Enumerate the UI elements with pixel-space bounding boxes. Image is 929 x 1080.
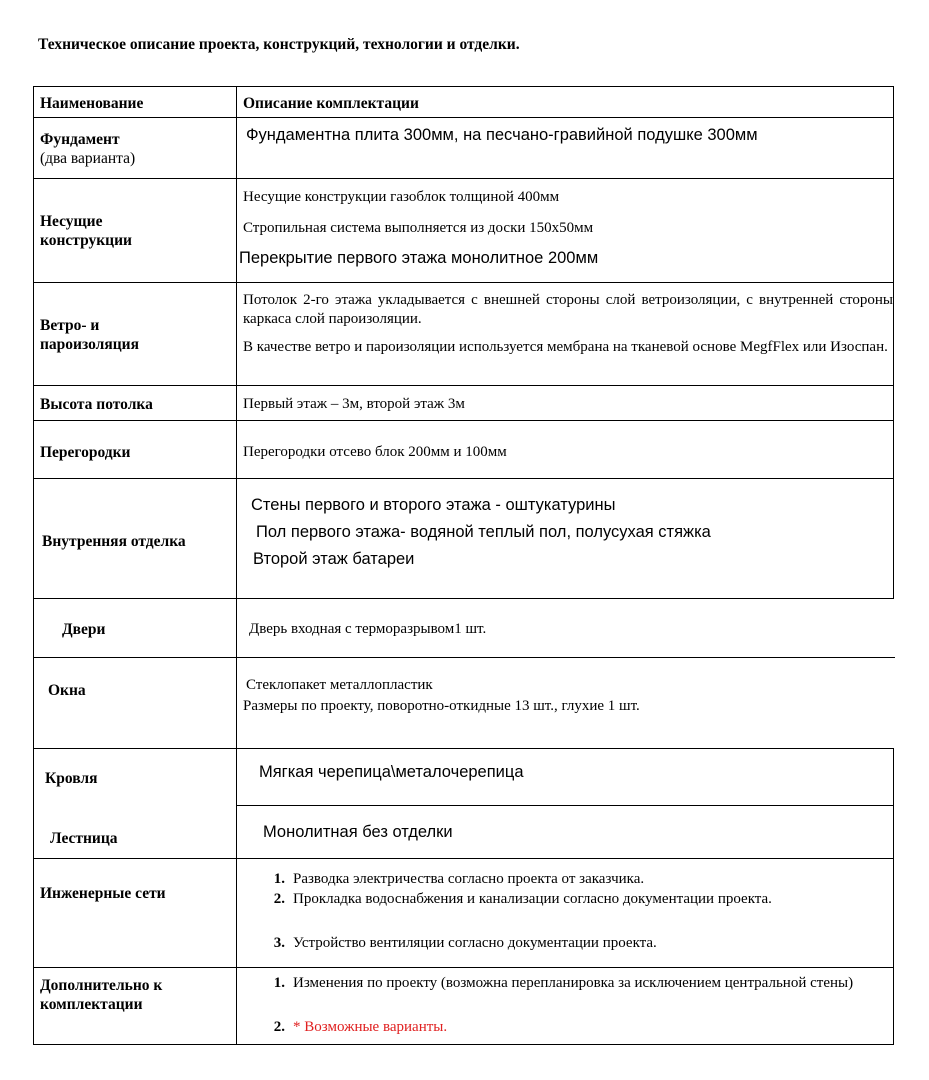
doors-text: Дверь входная с терморазрывом1 шт.	[249, 621, 487, 637]
row-label-bearing: Несущие конструкции	[40, 213, 132, 249]
row-label-insulation: Ветро- и пароизоляция	[40, 317, 139, 353]
list-item: 2. Прокладка водоснабжения и канализации согласно документации проекта.	[273, 891, 772, 907]
list-item: 1. Изменения по проекту (возможна перепланировка за исключением центральной стены)	[273, 975, 854, 991]
table-column-divider	[236, 86, 237, 1045]
stairs-text: Монолитная без отделки	[263, 823, 453, 841]
list-item: 3. Устройство вентиляции согласно документации проекта.	[273, 935, 657, 951]
row-divider	[33, 598, 894, 599]
row-divider	[33, 748, 894, 749]
windows-line-1: Стеклопакет металлопластик	[246, 677, 433, 693]
row-label-partitions: Перегородки	[40, 444, 131, 461]
table-border-right-top	[893, 86, 894, 598]
insulation-text-2: В качестве ветро и пароизоляции используется мембрана на тканевой основе MegfFlex или Изоспан.	[243, 339, 888, 355]
row-divider	[33, 178, 894, 179]
partitions-text: Перегородки отсево блок 200мм и 100мм	[243, 444, 507, 460]
table-border-right-mid	[893, 748, 894, 858]
row-label-interior: Внутренняя отделка	[42, 533, 186, 550]
bearing-line: Несущие конструкции газоблок толщиной 400мм	[243, 189, 560, 205]
table-border-left	[33, 86, 34, 1045]
foundation-text: Фундаментна плита 300мм, на песчано-гравийной подушке 300мм	[246, 126, 758, 144]
row-divider	[236, 805, 894, 806]
row-label-extra: Дополнительно к комплектации	[40, 977, 163, 1013]
header-name: Наименование	[40, 95, 144, 112]
row-label-foundation: Фундамент (два варианта)	[40, 131, 136, 167]
row-divider	[33, 86, 894, 87]
row-divider	[33, 385, 894, 386]
bearing-line: Перекрытие первого этажа монолитное 200мм	[239, 249, 599, 267]
insulation-text-1: Потолок 2-го этажа укладывается с внешней стороны слой ветроизоляции, с внутренней стороны каркаса слой пароизоляции.	[243, 292, 893, 327]
row-divider	[33, 967, 894, 968]
possible-variants-note: * Возможные варианты.	[293, 1019, 448, 1035]
row-label-ceiling: Высота потолка	[40, 396, 153, 413]
row-divider	[33, 657, 895, 658]
row-label-roof: Кровля	[45, 770, 98, 787]
list-item: 2. * Возможные варианты.	[273, 1019, 448, 1035]
document-title: Техническое описание проекта, конструкций, технологии и отделки.	[38, 36, 520, 53]
bearing-line: Стропильная система выполняется из доски 150х50мм	[243, 220, 594, 236]
row-divider	[33, 117, 894, 118]
ceiling-text: Первый этаж – 3м, второй этаж 3м	[243, 396, 465, 412]
row-divider	[33, 282, 894, 283]
row-label-windows: Окна	[48, 682, 86, 699]
interior-line: Стены первого и второго этажа - оштукатурины	[251, 496, 616, 514]
list-item: 1. Разводка электричества согласно проекта от заказчика.	[273, 871, 645, 887]
interior-line: Второй этаж батареи	[253, 550, 415, 568]
row-label-doors: Двери	[62, 621, 106, 638]
table-border-right-bottom	[893, 858, 894, 1045]
row-label-stairs: Лестница	[50, 830, 118, 847]
interior-line: Пол первого этажа- водяной теплый пол, полусухая стяжка	[256, 523, 711, 541]
row-divider	[33, 420, 894, 421]
row-divider	[33, 858, 894, 859]
windows-line-2: Размеры по проекту, поворотно-откидные 13 шт., глухие 1 шт.	[243, 698, 640, 714]
row-label-engineering: Инженерные сети	[40, 885, 166, 902]
row-divider	[33, 478, 894, 479]
header-description: Описание комплектации	[243, 95, 419, 112]
roof-text: Мягкая черепица\металочерепица	[259, 763, 524, 781]
table-border-bottom	[33, 1044, 894, 1045]
